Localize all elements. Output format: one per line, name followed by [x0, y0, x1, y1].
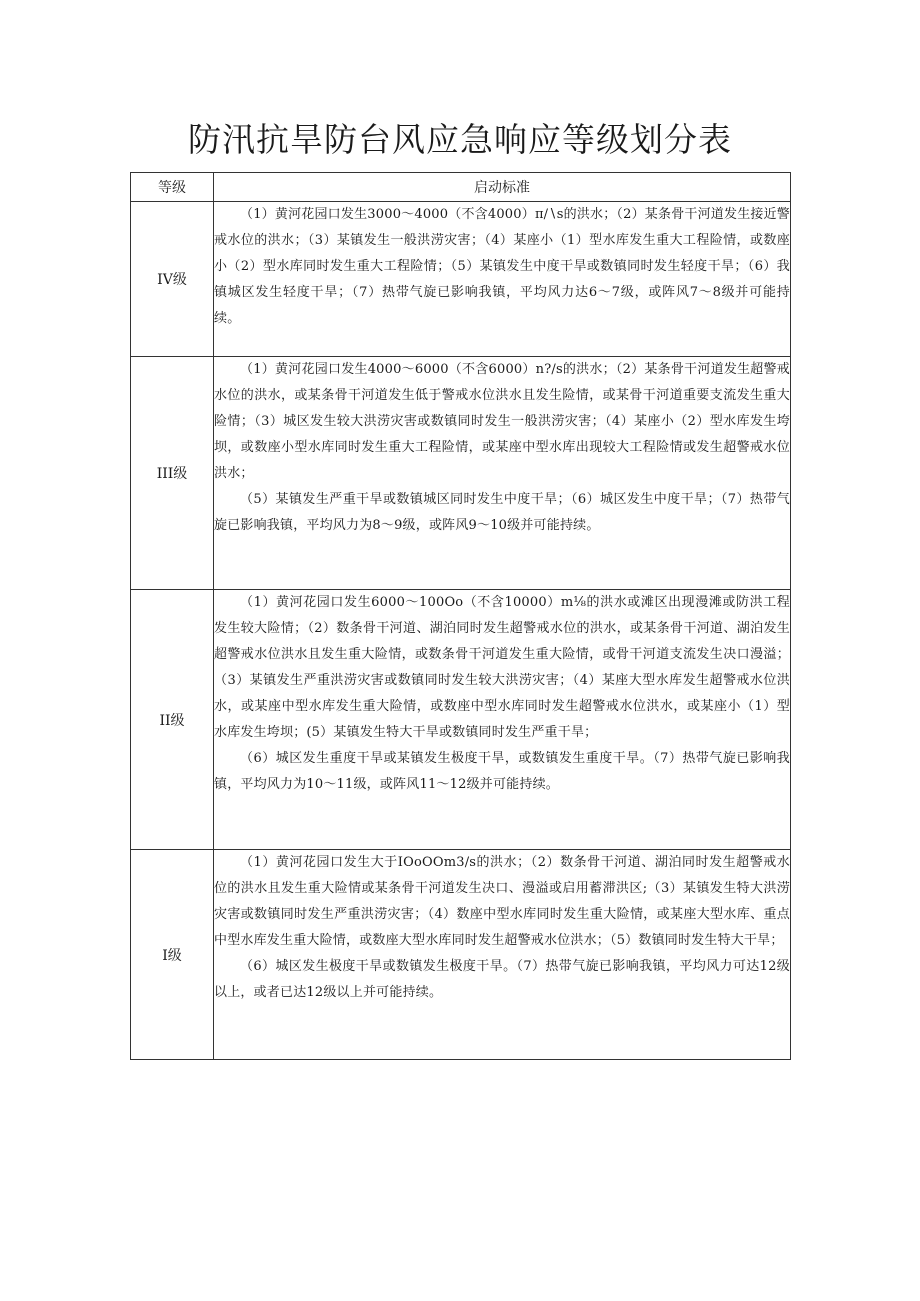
criteria-cell	[214, 202, 791, 357]
criteria-paragraph: （6）城区发生重度干旱或某镇发生极度干旱，或数镇发生重度干旱。（7）热带气旋已影响我镇，平均风力为10～11级，或阵风11～12级并可能持续。	[214, 751, 790, 792]
level-cell: IV级	[131, 202, 214, 357]
criteria-paragraph: （1）黄河花园口发生大于IOoOOm3/s的洪水；（2）数条骨干河道、湖泊同时发生超警戒水位的洪水且发生重大险情或某条骨干河道发生决口、漫溢或启用蓄滞洪区;（3）某镇发生特大洪涝灾害或数镇同时发生严重洪涝灾害；（4）数座中型水库同时发生重大险情，或某座大型水库、重点中型水库发生重大险情，或数座大型水库同时发生超警戒水位洪水；（5）数镇同时发生特大干旱；	[214, 855, 790, 948]
table-row	[131, 357, 791, 590]
criteria-paragraph: （1）黄河花园口发生6000～100Oo（不含10000）m⅛的洪水或滩区出现漫滩或防洪工程发生较大险情；（2）数条骨干河道、湖泊同时发生超警戒水位的洪水，或某条骨干河道、湖泊发生超警戒水位洪水且发生重大险情，或数条骨干河道发生重大险情，或骨干河道支流发生决口漫溢；（3）某镇发生严重洪涝灾害或数镇同时发生较大洪涝灾害；（4）某座大型水库发生超警戒水位洪水，或某座中型水库发生重大险情，或数座中型水库同时发生超警戒水位洪水，或某座小（1）型水库发生垮坝；(5）某镇发生特大干旱或数镇同时发生严重干旱；	[214, 595, 790, 740]
table-row	[131, 590, 791, 850]
criteria-cell	[214, 357, 791, 590]
table-row	[131, 202, 791, 357]
level-cell: II级	[131, 590, 214, 850]
page-title: 防汛抗旱防台风应急响应等级划分表	[188, 120, 732, 159]
criteria-paragraph: （1）黄河花园口发生4000～6000（不含6000）n?/s的洪水；（2）某条骨干河道发生超警戒水位的洪水，或某条骨干河道发生低于警戒水位洪水且发生险情，或某骨干河道重要支流发生重大险情；（3）城区发生较大洪涝灾害或数镇同时发生一般洪涝灾害；（4）某座小（2）型水库发生垮坝，或数座小型水库同时发生重大工程险情，或某座中型水库出现较大工程险情或发生超警戒水位洪水；	[214, 362, 790, 481]
criteria-cell	[214, 590, 791, 850]
header-criteria: 启动标准	[214, 173, 791, 202]
criteria-paragraph: （1）黄河花园口发生3000～4000（不含4000）π∕∖s的洪水；（2）某条骨干河道发生接近警戒水位的洪水；（3）某镇发生一般洪涝灾害；（4）某座小（1）型水库发生重大工程险情，或数座小（2）型水库同时发生重大工程险情；（5）某镇发生中度干旱或数镇同时发生轻度干旱；（6）我镇城区发生轻度干旱；（7）热带气旋已影响我镇，平均风力达6～7级，或阵风7～8级并可能持续。	[214, 207, 790, 326]
response-level-table	[130, 172, 791, 1060]
header-level: 等级	[131, 173, 214, 202]
table-row	[131, 850, 791, 1060]
criteria-paragraph: （6）城区发生极度干旱或数镇发生极度干旱。（7）热带气旋已影响我镇，平均风力可达12级以上，或者已达12级以上并可能持续。	[214, 959, 790, 1000]
level-cell: III级	[131, 357, 214, 590]
table-header-row	[131, 173, 791, 202]
criteria-paragraph: （5）某镇发生严重干旱或数镇城区同时发生中度干旱；（6）城区发生中度干旱；（7）热带气旋已影响我镇，平均风力为8～9级，或阵风9～10级并可能持续。	[214, 492, 790, 533]
criteria-cell	[214, 850, 791, 1060]
level-cell: I级	[131, 850, 214, 1060]
